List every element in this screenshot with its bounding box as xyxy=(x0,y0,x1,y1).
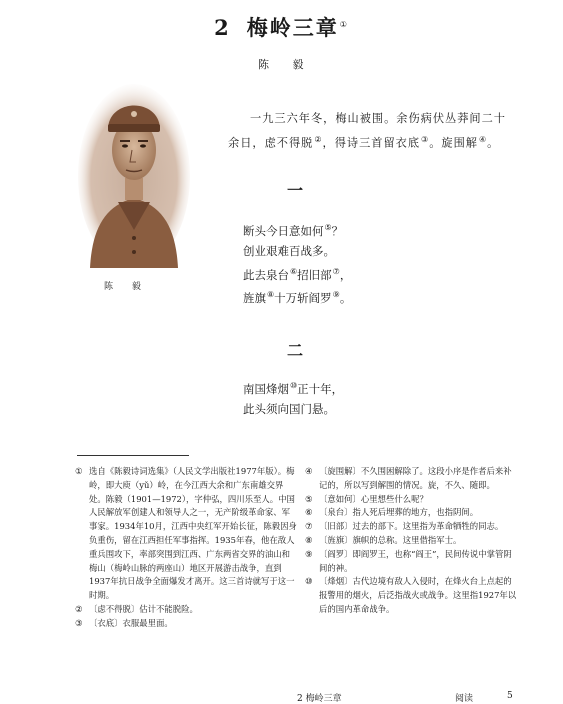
footer-section: 阅读 xyxy=(455,694,474,704)
footnote-text: 选自《陈毅诗词选集》（人民文学出版社1977年版）。梅岭，即大庾（yǔ）岭，在今江西大余和广东南雄交界处。陈毅（1901—1972），字仲弘，四川乐至人。中国人民解放军创建人和领导人之一，无产阶级革命家、军事家。1934年10月，江西中央红军开始长征，陈毅因身负重伤，留在江西担任军事指挥。1935年春，他在敌人重兵围攻下，率部突围到江西、广东两省交界的油山和梅山（梅岭山脉的两座山）地区开展游击战争，直到1937年抗日战争全面爆发才离开。这三首诗就写于这一时期。 xyxy=(89,466,297,601)
footnote-item xyxy=(305,548,518,576)
footnote-text: 〔旋围解〕不久围困解除了。这段小序是作者后来补记的，所以写到解围的情况。旋，不久、随即。 xyxy=(319,466,512,490)
footnote-marker: ② xyxy=(314,135,323,144)
text-run: 。 xyxy=(339,290,352,305)
text-run: ？ xyxy=(331,223,344,238)
poem-line xyxy=(243,376,343,399)
footnote-item xyxy=(305,493,518,507)
text-run: 创业艰难百战多。 xyxy=(243,244,335,259)
poem-line xyxy=(243,218,351,241)
text-run: 。 xyxy=(487,136,500,150)
footnotes-right xyxy=(305,465,518,617)
text-run: 十万斩阎罗 xyxy=(274,290,332,305)
footnote-marker: ⑩ xyxy=(290,381,298,390)
footnote-text: 〔泉台〕指人死后埋葬的地方，也指阴间。 xyxy=(319,507,479,518)
footnote-marker: ④ xyxy=(478,135,488,144)
poem-stanza-2 xyxy=(243,376,343,420)
footnote-item xyxy=(305,506,518,520)
footnote-text: 〔衣底〕衣服最里面。 xyxy=(89,617,173,628)
footnote-marker: ⑧ xyxy=(267,290,275,300)
footnote-text: 〔虑不得脱〕估计不能脱险。 xyxy=(89,603,198,614)
footnote-text: 〔意如何〕心里想些什么呢？ xyxy=(319,493,428,504)
portrait-caption: 陈 毅 xyxy=(104,282,149,292)
poem-line xyxy=(243,399,343,420)
footnote-text: 〔旌旗〕旗帜的总称。这里借指军士。 xyxy=(319,534,462,545)
footnote-number: ③ xyxy=(75,617,83,628)
page-title xyxy=(0,12,563,42)
footnote-item xyxy=(75,465,297,603)
text-run: 南国烽烟 xyxy=(243,381,289,396)
text-run: ， xyxy=(339,267,352,282)
footnote-marker: ⑦ xyxy=(332,266,340,276)
footnotes-left xyxy=(75,465,297,631)
footnote-item xyxy=(305,520,518,534)
footnote-item xyxy=(305,465,518,493)
lesson-number: 2 xyxy=(214,15,231,40)
footnote-number: ⑨ xyxy=(305,548,313,559)
section-heading-1: 一 xyxy=(287,181,304,200)
footnote-item xyxy=(75,603,297,617)
footnote-marker: ⑨ xyxy=(332,290,340,300)
footnote-item xyxy=(75,617,297,631)
text-run: 招旧部 xyxy=(297,267,332,282)
footnote-number: ⑥ xyxy=(305,507,313,518)
footnote-number: ⑤ xyxy=(305,493,313,504)
text-run: ，得诗三首留衣底 xyxy=(322,136,421,150)
text-run: 一九三六年冬，梅山被围。余伤病伏丛莽间二十余日，虑不得脱 xyxy=(228,112,506,150)
text-run: 此头须向国门悬。 xyxy=(243,402,335,417)
footnote-text: 〔烽烟〕古代边境有敌人入侵时，在烽火台上点起的报警用的烟火，后泛指战火或战争。这里指1927年以后的国内革命战争。 xyxy=(319,576,517,614)
poem-stanza-1 xyxy=(243,218,351,308)
text-run: 正十年， xyxy=(297,381,344,396)
footnote-marker: ⑥ xyxy=(290,266,298,276)
preface xyxy=(228,108,518,154)
text-run: 此去泉台 xyxy=(243,267,289,282)
title-note-marker: ① xyxy=(339,20,349,29)
poem-line xyxy=(243,241,351,262)
author-portrait xyxy=(78,80,190,268)
footnote-marker: ③ xyxy=(421,135,430,144)
text-run: 断头今日意如何 xyxy=(243,223,324,238)
footnote-number: ② xyxy=(75,603,83,614)
footnote-marker: ⑤ xyxy=(324,223,332,232)
poem-line xyxy=(243,262,351,285)
footer-chapter: 2 梅岭三章 xyxy=(297,694,342,704)
poem-line xyxy=(243,285,351,308)
footnote-number: ⑩ xyxy=(305,576,313,587)
text-run: 。旋围解 xyxy=(429,136,478,150)
footnote-number: ⑧ xyxy=(305,534,313,545)
footnote-number: ① xyxy=(75,466,83,476)
page-number: 5 xyxy=(507,691,513,701)
author-name: 陈 毅 xyxy=(258,58,314,71)
footnote-number: ⑦ xyxy=(305,521,313,532)
lesson-title: 梅岭三章 xyxy=(246,15,339,40)
section-heading-2: 二 xyxy=(287,341,304,360)
footnote-text: 〔旧部〕过去的部下。这里指为革命牺牲的同志。 xyxy=(319,521,504,532)
footnote-text: 〔阎罗〕即阎罗王，也称“阎王”，民间传说中掌管阴间的神。 xyxy=(319,548,512,573)
footnote-number: ④ xyxy=(305,466,313,476)
footnote-divider xyxy=(77,455,189,456)
text-run: 旌旗 xyxy=(243,290,266,305)
footnote-item xyxy=(305,575,518,616)
footnote-item xyxy=(305,534,518,548)
